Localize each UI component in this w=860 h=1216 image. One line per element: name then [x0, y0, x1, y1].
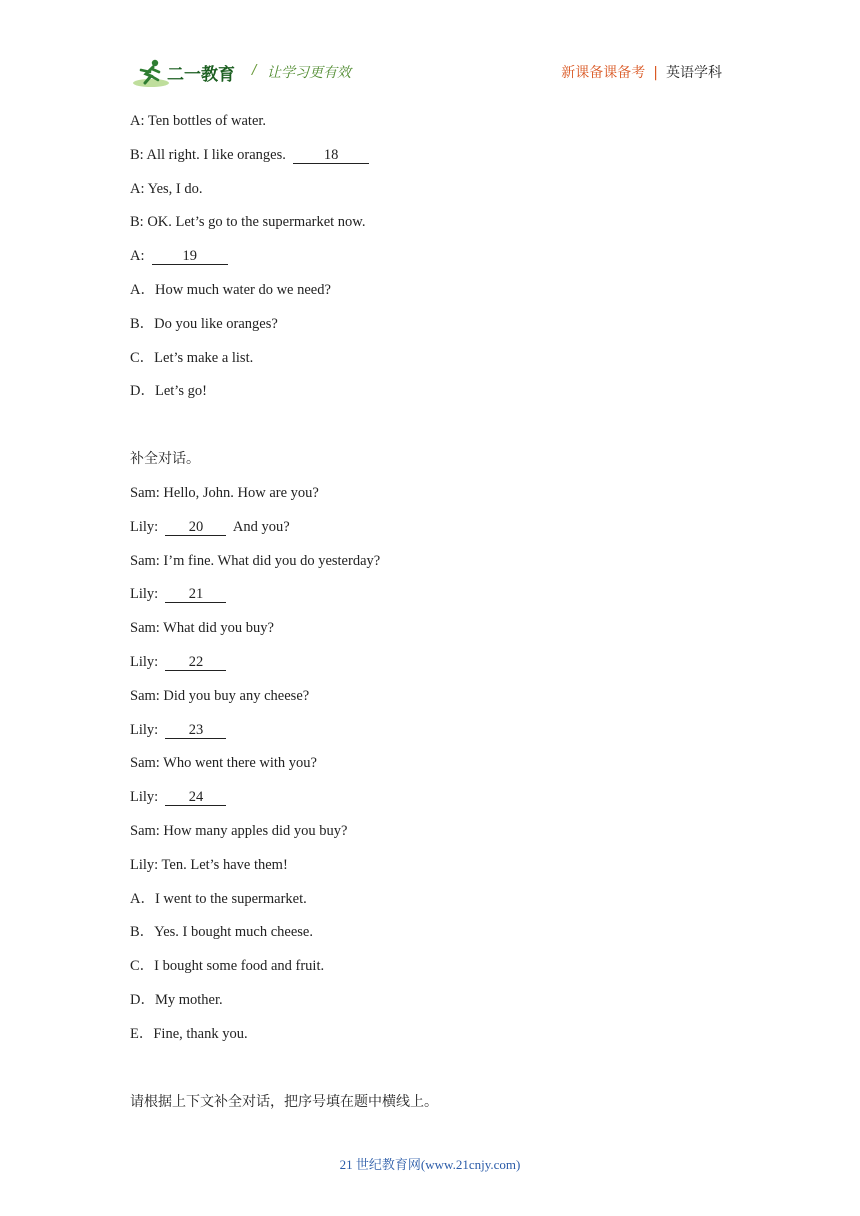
dialog-line: A: Ten bottles of water. [130, 113, 267, 129]
section-instruction: 补全对话。 [130, 451, 200, 468]
option-item: A．I went to the supermarket. [130, 890, 307, 907]
answer-blank-20[interactable]: 20 [165, 520, 226, 536]
dialog-text: A: [130, 248, 145, 265]
dialog-line: Sam: I’m fine. What did you do yesterday? [130, 552, 381, 569]
dialog-line [130, 722, 730, 739]
dialog-line [130, 586, 730, 603]
dialog-text: B: All right. I like oranges. [130, 146, 286, 163]
dialog-line: Sam: How many apples did you buy? [130, 822, 348, 839]
option-item: C．I bought some food and fruit. [130, 958, 325, 975]
spacer [130, 1060, 730, 1094]
page-footer: 21 世纪教育网(www.21cnjy.com) [339, 1157, 521, 1172]
answer-blank-21[interactable]: 21 [165, 587, 226, 603]
brand-logo [131, 57, 241, 89]
dialog-line: Sam: Did you buy any cheese? [130, 687, 310, 704]
dialog-text: Lily: [130, 789, 159, 806]
option-item: C．Let’s make a list. [130, 349, 254, 366]
option-item: D．Let’s go! [130, 383, 207, 400]
dialog-line [130, 147, 730, 164]
dialog-line: Lily: Ten. Let’s have them! [130, 856, 288, 873]
dialog-line: B: OK. Let’s go to the supermarket now. [130, 214, 366, 231]
dialog-line [130, 519, 730, 536]
exam-label: 新课备课备考 [561, 65, 646, 81]
spacer [130, 417, 730, 451]
option-item: E．Fine, thank you. [130, 1025, 248, 1042]
dialog-line: Sam: Hello, John. How are you? [130, 484, 319, 501]
logo-text: 二一教育 [167, 65, 235, 85]
dialog-line: A: Yes, I do. [130, 180, 203, 197]
header-separator: | [653, 65, 658, 81]
section-instruction: 请根据上下文补全对话，把序号填在题中横线上。 [130, 1093, 438, 1110]
answer-blank-24[interactable]: 24 [165, 790, 226, 806]
slogan-separator: / [252, 63, 257, 78]
answer-blank-19[interactable]: 19 [152, 249, 228, 265]
dialog-line [130, 248, 730, 265]
dialog-text: Lily: [130, 653, 159, 670]
option-item: B．Do you like oranges? [130, 315, 278, 332]
answer-blank-22[interactable]: 22 [165, 655, 226, 671]
dialog-line [130, 654, 730, 671]
header-right [561, 62, 722, 82]
subject-label: 英语学科 [666, 65, 722, 81]
dialog-text: Lily: [130, 518, 159, 535]
dialog-line: Sam: Who went there with you? [130, 755, 317, 772]
answer-blank-23[interactable]: 23 [165, 723, 226, 739]
dialog-line: Sam: What did you buy? [130, 620, 274, 637]
document-body [130, 113, 730, 1127]
dialog-text: Lily: [130, 586, 159, 603]
dialog-line [130, 789, 730, 806]
option-item: A．How much water do we need? [130, 281, 331, 298]
dialog-text: Lily: [130, 721, 159, 738]
option-item: B．Yes. I bought much cheese. [130, 924, 313, 941]
option-item: D．My mother. [130, 991, 223, 1008]
dialog-text: And you? [232, 518, 290, 535]
answer-blank-18[interactable]: 18 [293, 148, 369, 164]
page-header [0, 52, 860, 92]
running-figure-icon [131, 57, 171, 89]
slogan: 让学习更有效 [267, 65, 351, 81]
